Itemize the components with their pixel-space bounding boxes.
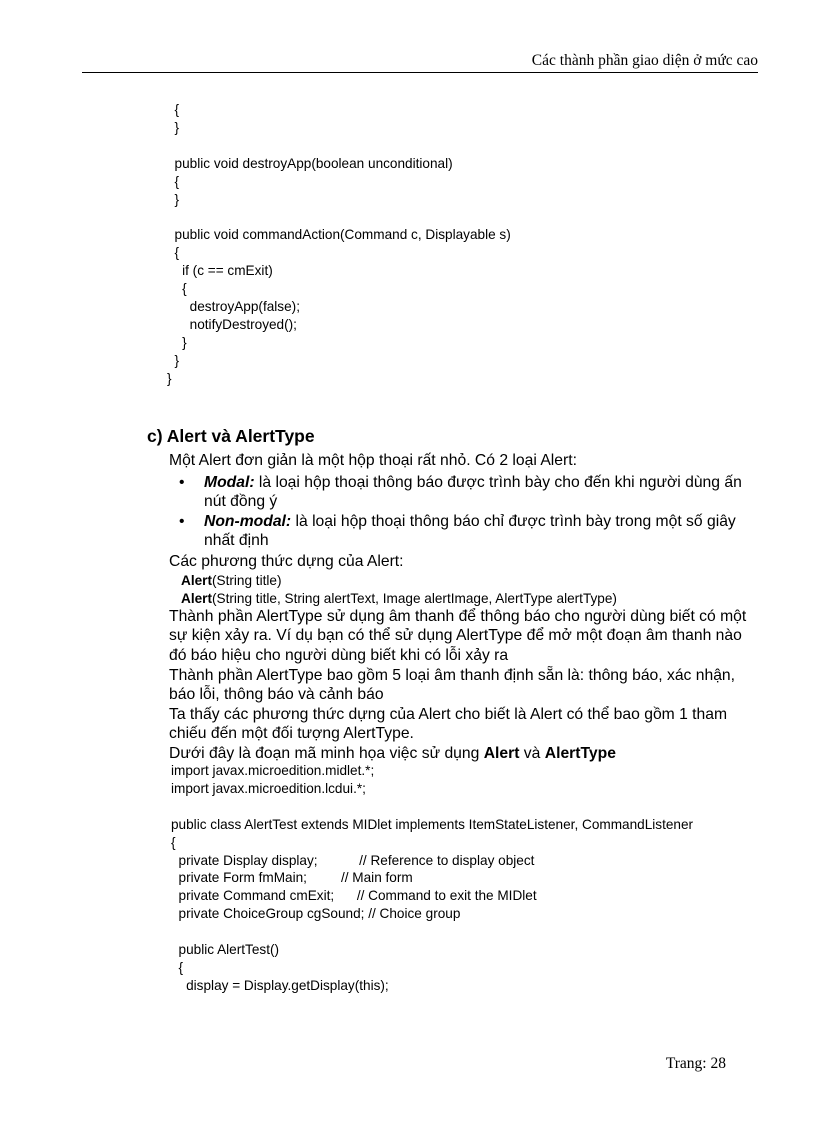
code-line: private Display display; // Reference to display object	[171, 852, 535, 868]
code-line: if (c == cmExit)	[167, 263, 273, 279]
code-line: private ChoiceGroup cgSound; // Choice group	[171, 906, 461, 922]
page-header-title: Các thành phần giao diện ở mức cao	[531, 52, 758, 69]
section-heading-alert: c) Alert và AlertType	[147, 426, 315, 446]
example-intro	[169, 744, 759, 763]
header-divider	[82, 72, 758, 73]
code-line: destroyApp(false);	[167, 298, 300, 314]
code-line: public class AlertTest extends MIDlet implements ItemStateListener, CommandListener	[171, 816, 694, 832]
code-line: private Command cmExit; // Command to exit the MIDlet	[171, 888, 537, 904]
alert-intro: Một Alert đơn giản là một hộp thoại rất nhỏ. Có 2 loại Alert:	[169, 452, 577, 469]
code-line: }	[167, 334, 187, 350]
constructor-params: (String title)	[211, 573, 282, 588]
alert-reference-paragraph: Ta thấy các phương thức dựng của Alert cho biết là Alert có thể bao gồm 1 tham chiếu đến một đối tượng AlertType.	[169, 706, 728, 743]
code-block-alerttest	[171, 762, 693, 995]
code-line: public void destroyApp(boolean unconditional)	[167, 155, 453, 171]
code-line: }	[167, 191, 180, 207]
code-line: {	[167, 281, 187, 297]
bullet-icon: •	[179, 512, 185, 530]
code-line: }	[167, 352, 180, 368]
code-line: {	[167, 102, 180, 117]
constructor-name: Alert	[181, 573, 212, 588]
alerttype-paragraph: Thành phần AlertType sử dụng âm thanh để thông báo cho người dùng biết có một sự kiện xảy ra. Ví dụ bạn có thể sử dụng AlertType để mở một đoạn âm thanh nào đó báo hiệu cho người dùng biết khi có lỗi xảy ra	[169, 608, 747, 664]
code-line: {	[171, 834, 176, 850]
constructor-name: Alert	[181, 591, 212, 606]
code-line: notifyDestroyed();	[167, 316, 297, 332]
list-item	[169, 512, 759, 551]
bullet-term: Non-modal:	[204, 512, 292, 530]
example-intro-alerttype: AlertType	[544, 745, 616, 762]
bullet-text: là loại hộp thoại thông báo được trình bày cho đến khi người dùng ấn nút đồng ý	[204, 474, 742, 511]
bullet-term: Modal:	[204, 474, 255, 491]
code-line: {	[171, 959, 184, 975]
code-line: }	[167, 370, 172, 386]
list-item	[169, 473, 759, 512]
example-intro-alert: Alert	[483, 745, 520, 762]
constructor-params: (String title, String alertText, Image alertImage, AlertType alertType)	[211, 591, 617, 606]
alerttype-sounds-paragraph: Thành phần AlertType bao gồm 5 loại âm thanh định sẵn là: thông báo, xác nhận, báo lỗi, thông báo và cảnh báo	[169, 667, 736, 704]
code-line: public AlertTest()	[171, 942, 280, 958]
page-number: Trang: 28	[665, 1055, 726, 1072]
constructor-signature	[181, 590, 617, 608]
constructor-signature	[181, 572, 281, 590]
code-line: private Form fmMain; // Main form	[171, 870, 413, 886]
code-line: import javax.microedition.midlet.*;	[171, 763, 375, 778]
code-line: import javax.microedition.lcdui.*;	[171, 780, 366, 796]
example-intro-mid: và	[519, 745, 545, 762]
example-intro-prefix: Dưới đây là đoạn mã minh họa việc sử dụng	[169, 745, 484, 762]
code-line: {	[167, 245, 180, 261]
code-block-end-of-midlet	[167, 101, 511, 388]
bullet-icon: •	[179, 474, 185, 491]
code-line: {	[167, 173, 180, 189]
code-line: }	[167, 119, 180, 135]
bullet-text: là loại hộp thoại thông báo chỉ được trình bày trong một số giây nhất định	[204, 512, 736, 550]
code-line: display = Display.getDisplay(this);	[171, 977, 389, 993]
constructors-intro: Các phương thức dựng của Alert:	[169, 553, 404, 570]
alert-types-list	[169, 473, 759, 551]
code-line: public void commandAction(Command c, Displayable s)	[167, 227, 511, 243]
